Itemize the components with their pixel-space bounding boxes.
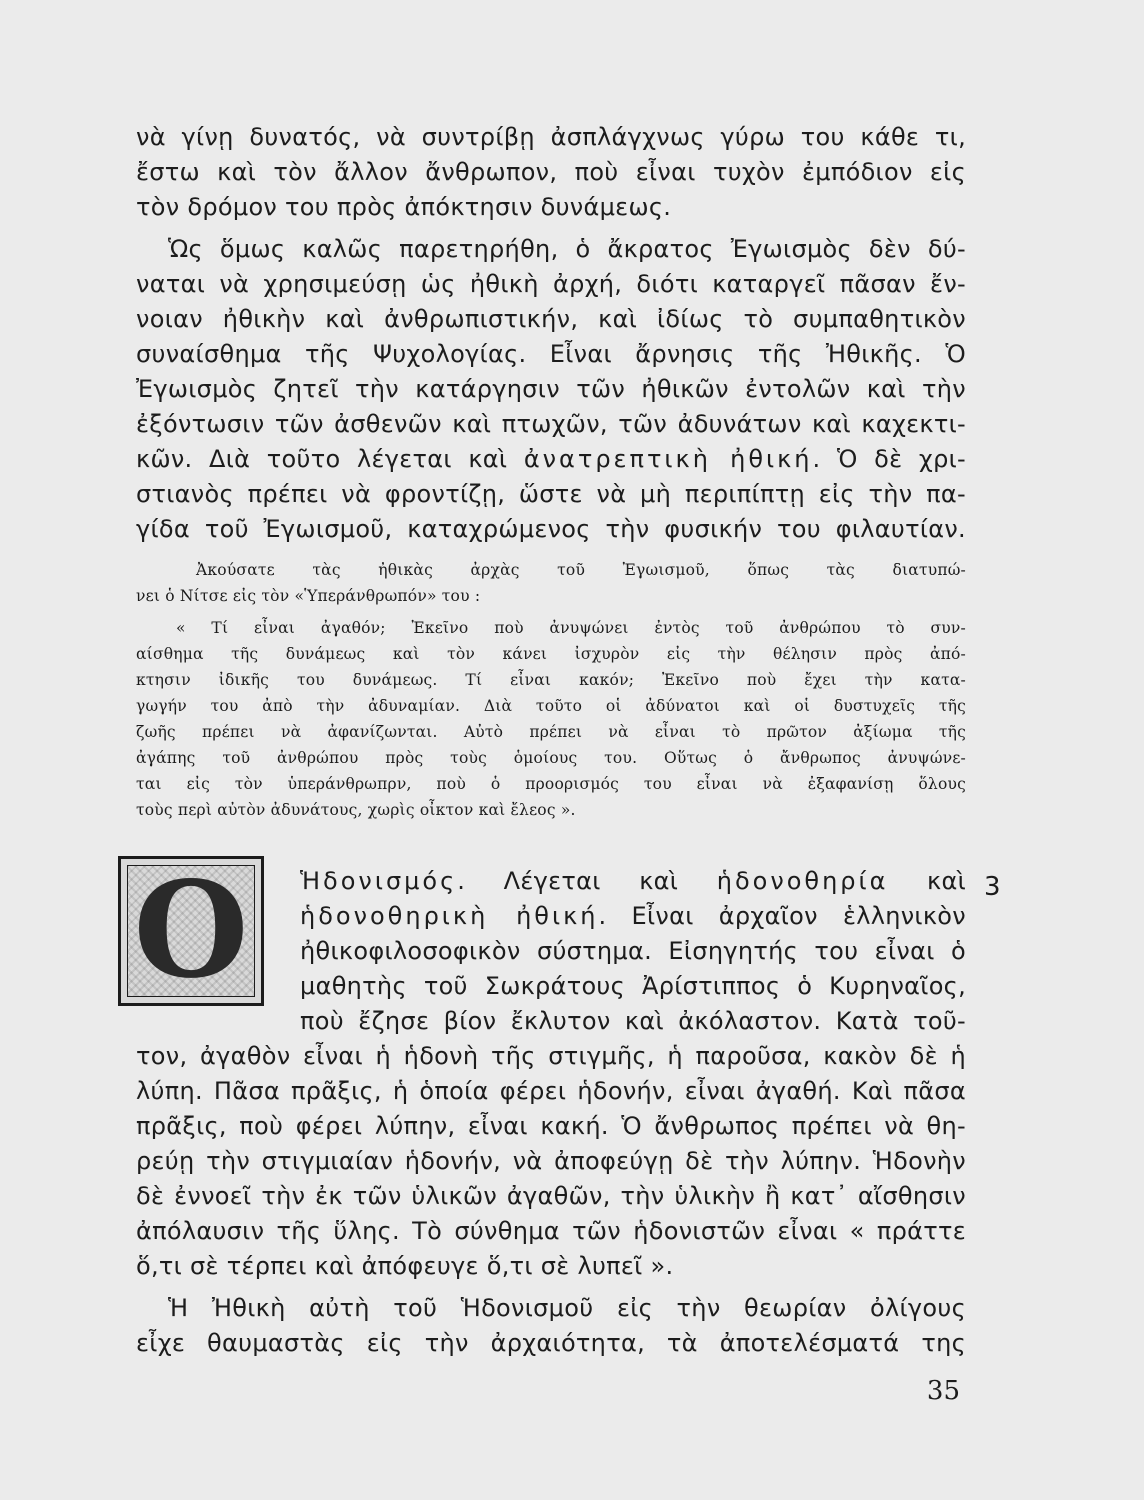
quote-intro-line: νει ὁ Νίτσε εἰς τὸν «Ὑπεράνθρωπόν» του :: [136, 587, 481, 605]
text-line: νὰ γίνῃ δυνατός, νὰ συντρίβῃ ἀσπλάγχνως γύρω του κάθε τι,: [136, 123, 966, 151]
text-line: ὅ,τι σὲ τέρπει καὶ ἀπόφευγε ὅ,τι σὲ λυπεῖ ».: [136, 1252, 674, 1280]
text-line: τὸν δρόμον του πρὸς ἀπόκτησιν δυνάμεως.: [136, 193, 672, 221]
text-line: πρᾶξις, ποὺ φέρει λύπην, εἶναι κακή. Ὁ ἄνθρωπος πρέπει νὰ θη-: [136, 1112, 966, 1140]
text-line: [300, 899, 966, 933]
emphasized-term: ἡδονοθηρία: [716, 867, 889, 895]
text-line: λύπη. Πᾶσα πρᾶξις, ἡ ὁποία φέρει ἡδονήν, εἶναι ἀγαθή. Καὶ πᾶσα: [136, 1077, 966, 1105]
text-line: Ὡς ὅμως καλῶς παρετηρήθη, ὁ ἄκρατος Ἐγωισμὸς δὲν δύ-: [168, 235, 966, 263]
text-line: ποὺ ἔζησε βίον ἔκλυτον καὶ ἀκόλαστον. Κατὰ τοῦ-: [300, 1007, 966, 1035]
text-run: κῶν. Διὰ τοῦτο λέγεται καὶ: [136, 445, 524, 473]
text-line: δὲ ἐννοεῖ τὴν ἐκ τῶν ὑλικῶν ἀγαθῶν, τὴν ὑλικὴν ἢ κατ᾽ αἴσθησιν: [136, 1182, 966, 1210]
quote-line: ἀγάπης τοῦ ἀνθρώπου πρὸς τοὺς ὁμοίους του. Οὕτως ὁ ἄνθρωπος ἀνυψώνε-: [136, 749, 966, 767]
text-line: Ἐγωισμὸς ζητεῖ τὴν κατάργησιν τῶν ἠθικῶν ἐντολῶν καὶ τὴν: [136, 375, 966, 403]
quote-line: « Τί εἶναι ἀγαθόν; Ἐκεῖνο ποὺ ἀνυψώνει ἐντὸς τοῦ ἀνθρώπου τὸ συν-: [176, 619, 966, 637]
quote-intro-line: Ἀκούσατε τὰς ἠθικὰς ἀρχὰς τοῦ Ἐγωισμοῦ, ὅπως τὰς διατυπώ-: [196, 561, 966, 579]
text-line: ἀπόλαυσιν τῆς ὕλης. Τὸ σύνθημα τῶν ἡδονιστῶν εἶναι « πράττε: [136, 1217, 966, 1245]
quote-line: ται εἰς τὸν ὑπεράνθρωπρν, ποὺ ὁ προορισμός του εἶναι νὰ ἐξαφανίσῃ ὅλους: [136, 775, 966, 793]
text-run: . Λέγεται καὶ: [457, 867, 717, 895]
text-line: μαθητὴς τοῦ Σωκράτους Ἀρίστιππος ὁ Κυρηναῖος,: [300, 972, 966, 1000]
emphasized-term: ἡδονοθηρικὴ ἠθική: [300, 902, 599, 930]
quote-line: τοὺς περὶ αὐτὸν ἀδυνάτους, χωρὶς οἶκτον καὶ ἔλεος ».: [136, 801, 576, 819]
text-run: καὶ: [888, 867, 966, 895]
emphasized-term: ἀνατρεπτικὴ ἠθική: [523, 445, 813, 473]
quote-line: κτησιν ἰδικῆς του δυνάμεως. Τί εἶναι κακόν; Ἐκεῖνο ποὺ ἔχει τὴν κατα-: [136, 671, 966, 689]
text-line: [136, 442, 966, 476]
text-line: στιανὸς πρέπει νὰ φροντίζῃ, ὥστε νὰ μὴ περιπίπτῃ εἰς τὴν πα-: [136, 480, 966, 508]
text-line: νοιαν ἠθικὴν καὶ ἀνθρωπιστικήν, καὶ ἰδίως τὸ συμπαθητικὸν: [136, 305, 966, 333]
text-line: ἔστω καὶ τὸν ἄλλον ἄνθρωπον, ποὺ εἶναι τυχὸν ἐμπόδιον εἰς: [136, 158, 966, 186]
section-heading-line: [300, 864, 966, 898]
text-line: Ἡ Ἠθικὴ αὐτὴ τοῦ Ἡδονισμοῦ εἰς τὴν θεωρίαν ὀλίγους: [168, 1294, 966, 1322]
text-line: ρεύῃ τὴν στιγμιαίαν ἡδονήν, νὰ ἀποφεύγῃ δὲ τὴν λύπην. Ἡδονὴν: [136, 1147, 966, 1175]
quote-line: γωγήν του ἀπὸ τὴν ἀδυναμίαν. Διὰ τοῦτο οἱ ἀδύνατοι καὶ οἱ δυστυχεῖς τῆς: [136, 697, 966, 715]
text-run: . Εἶναι ἀρχαῖον ἑλληνικὸν: [598, 902, 966, 930]
drop-cap-ornament: [118, 853, 264, 1008]
text-line: ἠθικοφιλοσοφικὸν σύστημα. Εἰσηγητής του εἶναι ὁ: [300, 937, 966, 965]
section-term: Ἡδονισμός: [300, 867, 458, 895]
text-line: ναται νὰ χρησιμεύσῃ ὡς ἠθικὴ ἀρχή, διότι καταργεῖ πᾶσαν ἔν-: [136, 270, 966, 298]
quote-line: αίσθημα τῆς δυνάμεως καὶ τὸν κάνει ἰσχυρὸν εἰς τὴν θέλησιν πρὸς ἀπό-: [136, 645, 966, 663]
text-line: γίδα τοῦ Ἐγωισμοῦ, καταχρώμενος τὴν φυσικήν του φιλαυτίαν.: [136, 515, 966, 543]
drop-cap-letter: O: [127, 865, 255, 997]
text-run: . Ὁ δὲ χρι-: [812, 445, 966, 473]
page-number: 35: [926, 1376, 960, 1406]
text-line: συναίσθημα τῆς Ψυχολογίας. Εἶναι ἄρνησις τῆς Ἠθικῆς. Ὁ: [136, 340, 966, 368]
text-line: εἶχε θαυμαστὰς εἰς τὴν ἀρχαιότητα, τὰ ἀποτελέσματά της: [136, 1329, 966, 1357]
text-line: τον, ἀγαθὸν εἶναι ἡ ἡδονὴ τῆς στιγμῆς, ἡ παροῦσα, κακὸν δὲ ἡ: [136, 1042, 966, 1070]
text-line: ἐξόντωσιν τῶν ἀσθενῶν καὶ πτωχῶν, τῶν ἀδυνάτων καὶ καχεκτι-: [136, 410, 966, 438]
quote-line: ζωῆς πρέπει νὰ ἀφανίζωνται. Αὐτὸ πρέπει νὰ εἶναι τὸ πρῶτον ἀξίωμα τῆς: [136, 723, 966, 741]
margin-number: 3: [984, 872, 1001, 902]
